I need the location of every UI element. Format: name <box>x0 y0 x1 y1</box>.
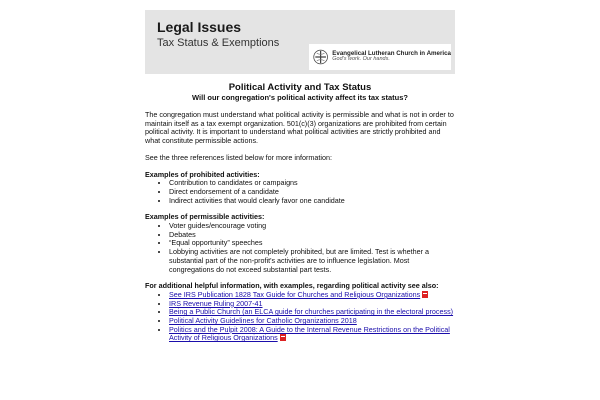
elca-logo-block <box>309 44 451 70</box>
link-politics-and-the-pulpit[interactable]: Politics and the Pulpit 2008: A Guide to the Internal Revenue Restrictions on the Political Activity of Religious Organizations <box>169 324 450 343</box>
list-item: • Contribution to candidates or campaigns <box>169 179 455 188</box>
document-page <box>145 10 455 343</box>
document-subtitle: Will our congregation's political activity affect its tax status? <box>192 93 408 102</box>
list-item: • Direct endorsement of a candidate <box>169 188 455 197</box>
link-irs-publication-1828[interactable]: See IRS Publication 1828 Tax Guide for Churches and Religious Organizations <box>169 289 421 299</box>
pdf-icon <box>280 334 286 341</box>
list-item: • Voter guides/encourage voting <box>169 222 455 231</box>
link-catholic-guidelines[interactable]: Political Activity Guidelines for Catholic Organizations 2018 <box>169 316 357 326</box>
references-note: See the three references listed below for more information: <box>145 152 332 162</box>
org-name: Evangelical Lutheran Church in America <box>332 49 451 57</box>
pdf-icon <box>422 291 428 298</box>
prohibited-list <box>145 179 455 205</box>
elca-cross-logo-icon <box>313 48 328 66</box>
banner-subtitle: Tax Status & Exemptions <box>157 37 280 49</box>
intro-paragraph: The congregation must understand what political activity is permissible and what is not in order to maintain itself as a tax exempt organization. 501(c)(3) organizations are prohibited from certain political activity. It is important to understand what political activities are strictly prohibited and what constitute permissible actions. <box>145 110 454 146</box>
list-item: • “Equal opportunity” speeches <box>169 239 455 248</box>
list-item: • Lobbying activities are not completely prohibited, but are limited. Test is whether a substantial part of the non-profit's activities are to influence legislation. Most congregations do not exceed substantial part tests. <box>169 248 455 274</box>
header-banner <box>145 10 455 74</box>
org-tagline: God's work. Our hands. <box>332 56 390 63</box>
list-item <box>169 326 455 343</box>
additional-info-heading: For additional helpful information, with examples, regarding political activity see also: <box>145 281 439 291</box>
list-item: • Indirect activities that would clearly favor one candidate <box>169 197 455 206</box>
reference-links-list <box>145 291 455 343</box>
list-item: • Debates <box>169 231 455 240</box>
link-being-a-public-church[interactable]: Being a Public Church (an ELCA guide for churches participating in the electoral process) <box>169 307 454 317</box>
prohibited-heading: Examples of prohibited activities: <box>145 169 260 179</box>
permissible-heading: Examples of permissible activities: <box>145 212 265 222</box>
document-title: Political Activity and Tax Status <box>228 82 372 93</box>
banner-title: Legal Issues <box>157 19 242 35</box>
link-irs-revenue-ruling[interactable]: IRS Revenue Ruling 2007-41 <box>169 298 263 308</box>
permissible-list <box>145 222 455 274</box>
